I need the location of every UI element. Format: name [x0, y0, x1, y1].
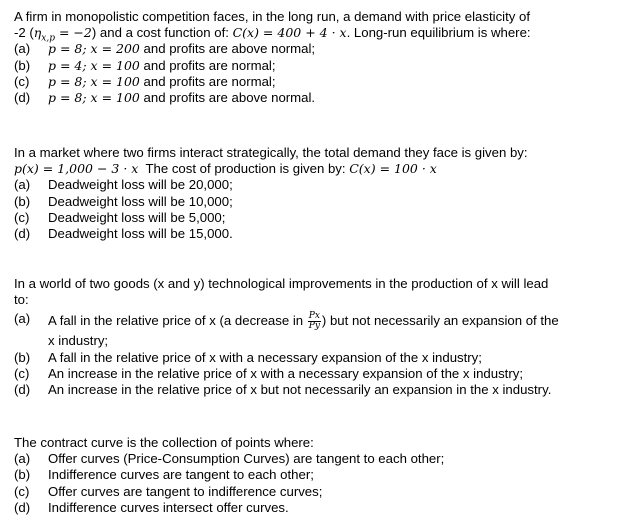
option-label: (c)	[14, 365, 30, 381]
question-1-stem-text-c: . Long-run equilibrium is where:	[346, 25, 531, 41]
option-text: ) but not necessarily an expansion of the	[321, 313, 559, 329]
question-4-option-c	[14, 484, 616, 500]
question-1-stem-text-b: ) and a cost function of:	[91, 25, 233, 41]
question-4	[14, 435, 616, 516]
option-text: Indifference curves are tangent to each other;	[48, 467, 314, 483]
option-text: and profits are above normal.	[139, 89, 316, 105]
question-4-option-b	[14, 467, 616, 483]
option-math: p = 8; x = 100	[48, 89, 140, 105]
option-text: Offer curves (Price-Consumption Curves) are tangent to each other;	[48, 451, 445, 467]
option-label: (b)	[14, 57, 31, 73]
question-2-option-b	[14, 194, 616, 210]
option-math: p = 8; x = 200	[48, 41, 140, 57]
question-3-option-c	[14, 366, 616, 382]
option-label: (d)	[14, 225, 31, 241]
option-label: (d)	[14, 499, 31, 515]
elasticity-value: = −2	[54, 25, 92, 41]
option-math: p = 4; x = 100	[48, 57, 140, 73]
option-text: Indifference curves intersect offer curves.	[48, 499, 289, 515]
question-1-option-a	[14, 41, 616, 57]
elasticity-symbol: η	[33, 25, 42, 41]
option-text: Offer curves are tangent to indifference curves;	[48, 483, 323, 499]
option-a-line-1	[48, 311, 559, 333]
option-label: (d)	[14, 89, 31, 105]
question-3	[14, 276, 616, 398]
question-2-option-d	[14, 226, 616, 242]
option-text: and profits are above normal;	[139, 41, 316, 57]
option-text: A fall in the relative price of x with a necessary expansion of the x industry;	[48, 349, 482, 365]
cost-function-formula: C(x) = 100 · x	[349, 161, 437, 177]
option-text: Deadweight loss will be 15,000.	[48, 225, 233, 241]
question-4-option-a	[14, 451, 616, 467]
question-2-stem-line-1: In a market where two firms interact strategically, the total demand they face is given by:	[14, 145, 528, 160]
option-text: Deadweight loss will be 10,000;	[48, 193, 233, 209]
option-text: Deadweight loss will be 5,000;	[48, 209, 226, 225]
question-1-option-c	[14, 74, 616, 90]
option-label: (d)	[14, 381, 31, 397]
question-3-option-d	[14, 382, 616, 398]
elasticity-subscript: x,p	[41, 33, 55, 44]
option-label: (a)	[14, 311, 31, 327]
option-text: A fall in the relative price of x (a decrease in	[48, 313, 307, 329]
question-1-option-b	[14, 58, 616, 74]
question-1-stem-text-a: -2 (	[14, 25, 34, 41]
question-2-option-c	[14, 210, 616, 226]
option-label: (a)	[14, 451, 31, 467]
question-1-stem-line-1: A firm in monopolistic competition faces, in the long run, a demand with price elasticity of	[14, 9, 531, 24]
question-1-stem-line-2	[14, 25, 616, 44]
option-a-line-2: x industry;	[48, 333, 109, 349]
option-label: (c)	[14, 209, 30, 225]
question-4-stem-line-1: The contract curve is the collection of points where:	[14, 435, 314, 450]
option-label: (c)	[14, 73, 30, 89]
option-label: (a)	[14, 177, 31, 193]
option-text: and profits are normal;	[139, 57, 276, 73]
question-2-stem-line-2	[14, 161, 616, 177]
option-label: (c)	[14, 483, 30, 499]
question-3-stem-line-2: to:	[14, 292, 29, 308]
question-2-option-a	[14, 177, 616, 193]
option-label: (b)	[14, 467, 31, 483]
relative-price-fraction	[308, 312, 321, 331]
cost-function-formula: C(x) = 400 + 4 · x	[232, 25, 347, 41]
question-1	[14, 9, 616, 106]
demand-function-formula: p(x) = 1,000 − 3 · x	[14, 161, 139, 177]
option-label: (b)	[14, 193, 31, 209]
option-label: (b)	[14, 349, 31, 365]
question-4-option-d	[14, 500, 616, 516]
option-math: p = 8; x = 100	[48, 73, 140, 89]
fraction-denominator: Py	[308, 321, 320, 332]
option-text: An increase in the relative price of x with a necessary expansion of the x industry;	[48, 365, 523, 381]
question-3-option-a	[14, 311, 616, 349]
fraction-numerator: Px	[308, 311, 320, 322]
option-text: An increase in the relative price of x but not necessarily an expansion in the x industry.	[48, 381, 552, 397]
option-label: (a)	[14, 41, 31, 57]
question-1-option-d	[14, 90, 616, 106]
question-3-stem-line-1: In a world of two goods (x and y) technological improvements in the production of x will lead	[14, 276, 549, 291]
option-text: and profits are normal;	[139, 73, 276, 89]
question-3-option-b	[14, 350, 616, 366]
question-2	[14, 145, 616, 242]
option-text: Deadweight loss will be 20,000;	[48, 177, 233, 193]
question-2-stem-text: The cost of production is given by:	[138, 161, 350, 177]
